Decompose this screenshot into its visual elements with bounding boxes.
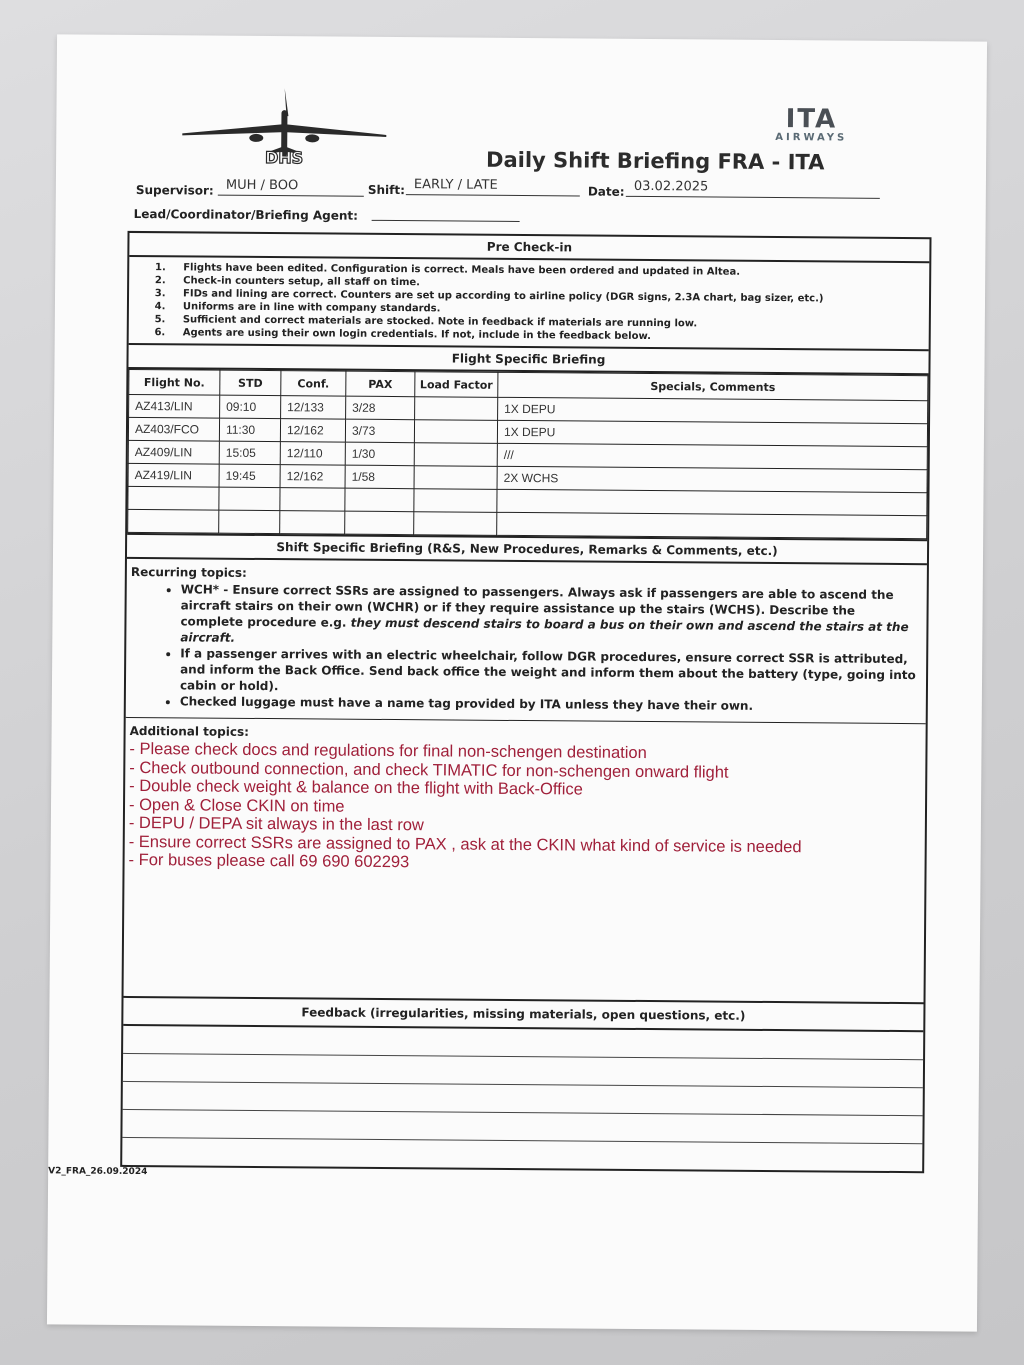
form-version: V2_FRA_26.09.2024 (48, 1166, 148, 1178)
conf-cell: 12/162 (280, 419, 345, 443)
comments-cell (497, 512, 927, 538)
additional-topics-list (129, 740, 926, 876)
handwritten-note: - Double check weight & balance on the flight with Back-Office (129, 776, 583, 799)
load-factor-cell (415, 397, 498, 421)
list-item: • If a passenger arrives with an electric wheelchair, follow DGR procedures, ensure correct SSR is attributed, and inform the Back Office. Send back office the weight and inform them about the battery (type, going into cabin or hold). (180, 645, 918, 699)
conf-cell: 12/162 (280, 465, 345, 489)
comments-cell (497, 489, 927, 515)
wch-procedure-example: they must descend stairs to board a bus on their own and ascend the stairs at the aircraft. (180, 615, 909, 645)
page-title: Daily Shift Briefing FRA - ITA (486, 147, 825, 175)
shift-briefing-title: Shift Specific Briefing (R&S, New Procedures, Remarks & Comments, etc.) (127, 533, 927, 565)
feedback-line[interactable] (122, 1138, 922, 1171)
column-header: Specials, Comments (498, 372, 928, 400)
flight-number-cell: AZ403/FCO (128, 417, 219, 441)
pax-cell: 1/30 (345, 442, 414, 466)
handwritten-note: - Ensure correct SSRs are assigned to PAX , ask at the CKIN what kind of service is needed (128, 832, 802, 856)
airplane-icon (174, 85, 395, 167)
briefing-sheet (47, 34, 987, 1331)
lead-field[interactable] (372, 203, 520, 222)
std-cell: 15:05 (219, 441, 280, 464)
load-factor-cell (414, 466, 497, 490)
checklist-item: 6. Agents are using their own login credentials. If not, include in the feedback below. (169, 326, 929, 345)
checklist-item: 4. Uniforms are in line with company standards. (169, 300, 929, 319)
checklist-item: 1. Flights have been edited. Configuration is correct. Meals have been ordered and updated in Altea. (169, 261, 929, 280)
handwritten-note: - For buses please call 69 690 602293 (128, 850, 410, 872)
pre-checkin-title: Pre Check-in (129, 233, 929, 263)
handwritten-note: - Check outbound connection, and check TIMATIC for non-schengen onward flight (129, 758, 729, 782)
supervisor-label: Supervisor: (135, 182, 214, 198)
dhs-logo (174, 85, 395, 167)
flight-briefing-title: Flight Specific Briefing (128, 343, 928, 375)
conf-cell: 12/110 (280, 442, 345, 466)
list-item: • Checked luggage must have a name tag provided by ITA unless they have their own. (180, 693, 918, 715)
wch-procedure-text: WCH* - Ensure correct SSRs are assigned to passengers. Always ask if passengers are able to ascend the aircraft stairs on their own (WCHR) or if they require assistance up the stairs (WCHS). Describe the complete procedure e.g. (180, 582, 894, 630)
column-header: Load Factor (415, 372, 498, 398)
column-header: Flight No. (129, 369, 220, 395)
flight-number-cell: AZ419/LIN (128, 463, 219, 487)
recurring-topics (126, 559, 927, 723)
ita-logo-mark: ITA (785, 104, 838, 135)
comments-cell: /// (497, 443, 927, 469)
std-cell: 11:30 (219, 418, 280, 441)
feedback-lines[interactable] (122, 1026, 923, 1171)
date-field[interactable]: 03.02.2025 (626, 179, 880, 199)
recurring-topics-list (130, 581, 919, 715)
column-header: STD (220, 370, 281, 395)
flight-number-cell: AZ409/LIN (128, 440, 219, 464)
column-header: PAX (346, 371, 415, 397)
std-cell (219, 487, 280, 510)
supervisor-field[interactable]: MUH / BOO (218, 178, 364, 197)
checklist-item: 3. FIDs and lining are correct. Counters are set up according to airline policy (DGR signs, 2.3A chart, bag sizer, etc.) (169, 287, 929, 306)
pax-cell: 1/58 (345, 465, 414, 489)
date-label: Date: (587, 184, 625, 199)
lead-label: Lead/Coordinator/Briefing Agent: (133, 206, 359, 223)
shift-field[interactable]: EARLY / LATE (406, 177, 580, 196)
load-factor-cell (414, 489, 497, 513)
pre-checkin-list (129, 261, 930, 345)
feedback-title: Feedback (irregularities, missing materials, open questions, etc.) (123, 996, 923, 1032)
additional-topics (124, 717, 926, 1002)
std-cell: 09:10 (220, 395, 281, 418)
std-cell (219, 510, 280, 533)
conf-cell (280, 511, 345, 535)
std-cell: 19:45 (219, 464, 280, 487)
flight-number-cell (128, 486, 219, 510)
conf-cell (280, 488, 345, 512)
flight-number-cell: AZ413/LIN (129, 394, 220, 418)
flight-table (127, 369, 928, 539)
pax-cell (345, 511, 414, 535)
load-factor-cell (414, 443, 497, 467)
column-header: Conf. (281, 371, 346, 397)
comments-cell: 2X WCHS (497, 466, 927, 492)
comments-cell: 1X DEPU (497, 420, 927, 446)
pre-checkin-section (120, 231, 931, 1173)
handwritten-note: - Please check docs and regulations for final non-schengen destination (129, 739, 647, 763)
checklist-item: 2. Check-in counters setup, all staff on time. (169, 274, 929, 293)
handwritten-note: - DEPU / DEPA sit always in the last row (128, 813, 424, 835)
list-item (180, 581, 918, 651)
conf-cell: 12/133 (281, 396, 346, 420)
pax-cell: 3/73 (345, 419, 414, 443)
ita-airways-logo (756, 106, 866, 151)
ita-logo-subtitle: AIRWAYS (775, 132, 848, 144)
handwritten-note: - Open & Close CKIN on time (128, 795, 345, 816)
pax-cell (345, 488, 414, 512)
load-factor-cell (414, 420, 497, 444)
load-factor-cell (414, 512, 497, 536)
additional-topics-label: Additional topics: (129, 723, 250, 739)
recurring-topics-label: Recurring topics: (130, 564, 247, 580)
checklist-item: 5. Sufficient and correct materials are stocked. Note in feedback if materials are running low. (169, 313, 929, 332)
flight-number-cell (128, 509, 219, 533)
pax-cell: 3/28 (346, 396, 415, 420)
dhs-logo-text: DHS (264, 148, 304, 168)
shift-label: Shift: (367, 182, 405, 198)
comments-cell: 1X DEPU (498, 397, 928, 423)
